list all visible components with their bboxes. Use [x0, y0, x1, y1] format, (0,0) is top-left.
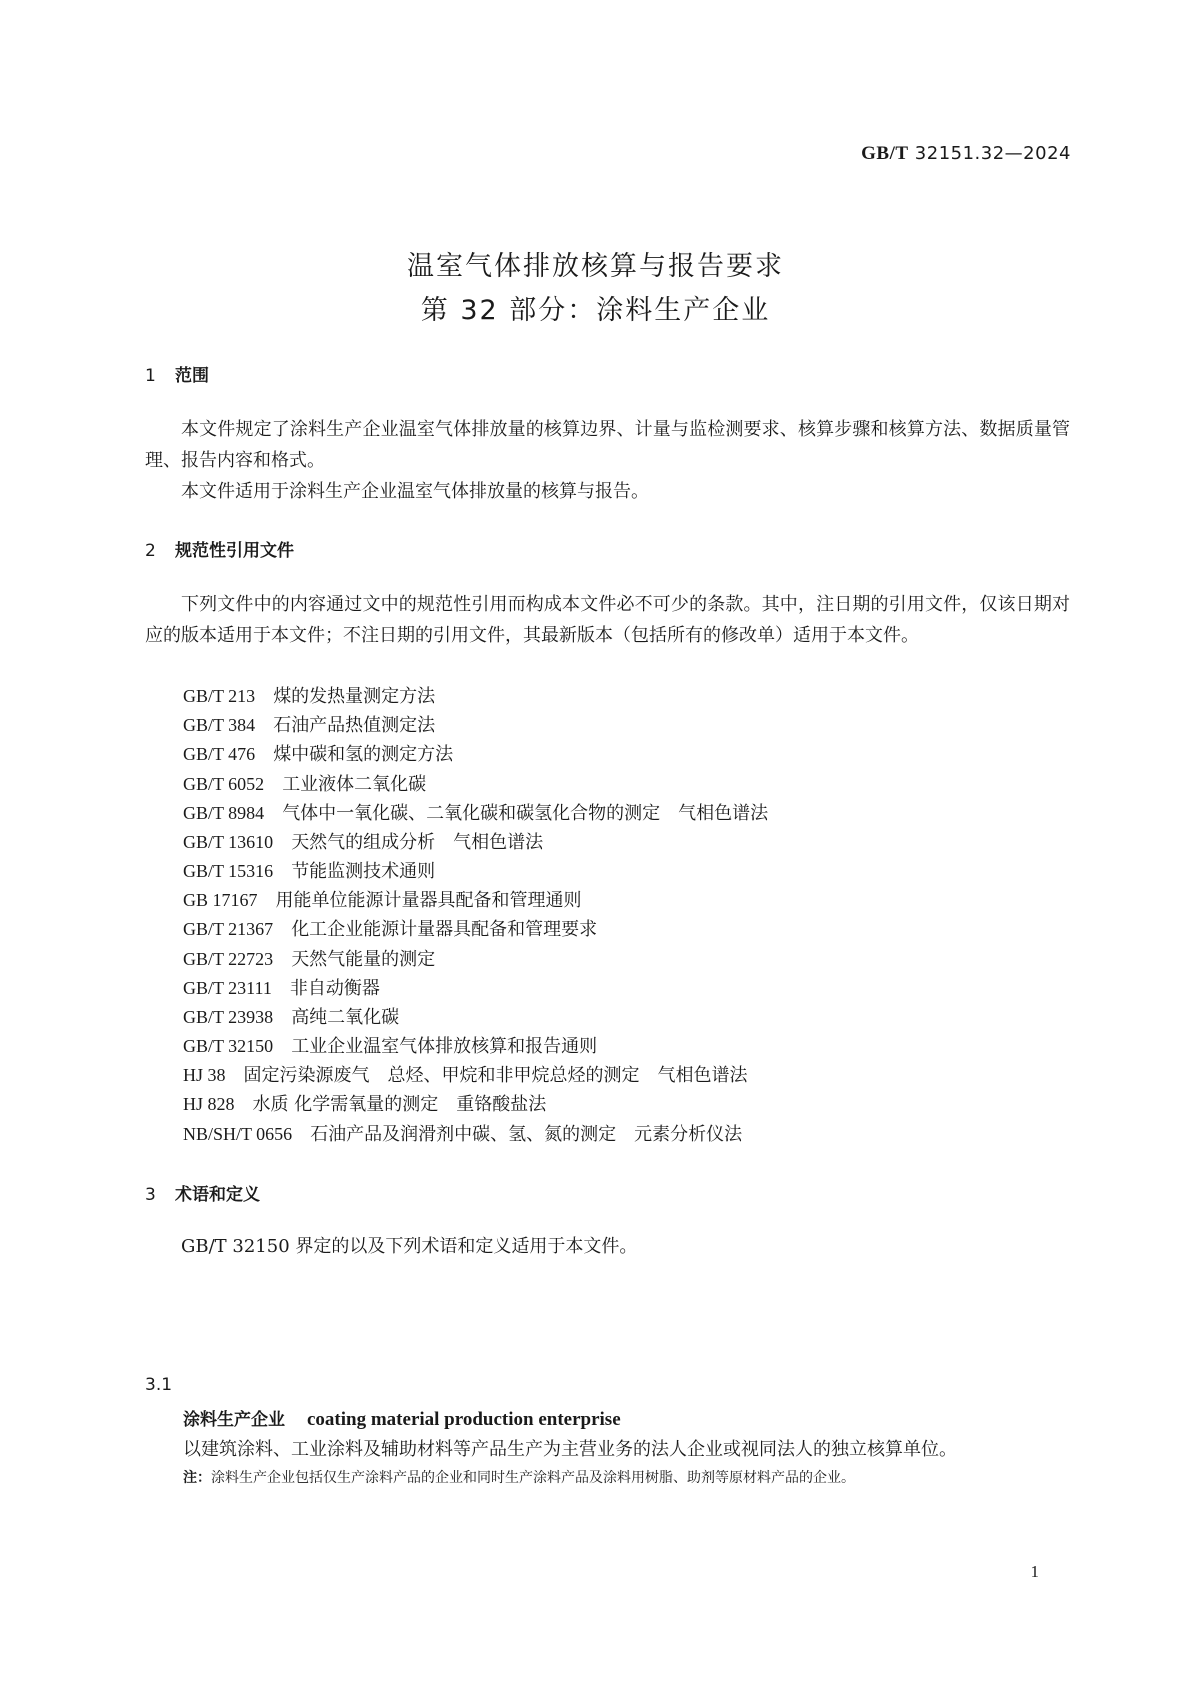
- reference-item: [183, 770, 426, 796]
- reference-code: GB/T 213: [183, 686, 256, 706]
- reference-title: 天然气的组成分析 气相色谱法: [291, 832, 544, 853]
- term-number: 3.1: [145, 1375, 173, 1395]
- reference-code: GB 17167: [183, 890, 258, 910]
- reference-item: [183, 945, 435, 971]
- section-number: 3: [145, 1185, 156, 1205]
- reference-title: 煤的发热量测定方法: [273, 686, 436, 707]
- normative-intro: 下列文件中的内容通过文中的规范性引用而构成本文件必不可少的条款。其中，注日期的引用文件，仅该日期对应的版本适用于本文件；不注日期的引用文件，其最新版本（包括所有的修改单）适用于本文件。: [145, 594, 1070, 646]
- reference-code: GB/T 15316: [183, 861, 274, 881]
- term-name: [183, 1405, 621, 1431]
- reference-title: 煤中碳和氢的测定方法: [273, 744, 454, 765]
- scope-paragraph-1: 本文件规定了涂料生产企业温室气体排放量的核算边界、计量与监检测要求、核算步骤和核算方法、数据质量管理、报告内容和格式。: [145, 419, 1070, 471]
- document-code-number: 32151.32—2024: [914, 143, 1071, 164]
- section-heading-normative: [145, 536, 294, 561]
- reference-title: 固定污染源废气 总烃、甲烷和非甲烷总烃的测定 气相色谱法: [243, 1065, 748, 1086]
- reference-code: GB/T 23111: [183, 978, 272, 998]
- reference-code: GB/T 476: [183, 744, 256, 764]
- terms-intro: GB/T 32150 界定的以及下列术语和定义适用于本文件。: [181, 1236, 638, 1257]
- reference-title: 天然气能量的测定: [291, 949, 436, 970]
- document-title-line1: 温室气体排放核算与报告要求: [407, 251, 784, 282]
- reference-item: [183, 1120, 742, 1146]
- reference-item: [183, 799, 768, 825]
- page-number: 1: [1030, 1562, 1039, 1581]
- reference-item: [183, 682, 435, 708]
- reference-code: GB/T 32150: [183, 1036, 274, 1056]
- section-heading-scope: [145, 361, 209, 386]
- reference-code: NB/SH/T 0656: [183, 1124, 293, 1144]
- reference-title: 非自动衡器: [289, 978, 380, 999]
- section-title: 规范性引用文件: [175, 541, 294, 561]
- note-text: 涂料生产企业包括仅生产涂料产品的企业和同时生产涂料产品及涂料用树脂、助剂等原材料产品的企业。: [211, 1470, 855, 1486]
- reference-code: GB/T 8984: [183, 803, 265, 823]
- section-heading-terms: [145, 1180, 260, 1205]
- section-number: 1: [145, 366, 156, 386]
- document-code-prefix: GB/T: [861, 143, 909, 164]
- reference-title: 化工企业能源计量器具配备和管理要求: [291, 919, 598, 940]
- reference-title: 用能单位能源计量器具配备和管理通则: [275, 890, 582, 911]
- reference-item: [183, 1003, 399, 1029]
- reference-item: [183, 828, 543, 854]
- reference-title: 石油产品热值测定法: [273, 715, 436, 736]
- reference-item: [183, 915, 597, 941]
- reference-title: 工业液体二氧化碳: [282, 774, 427, 795]
- reference-code: GB/T 6052: [183, 774, 265, 794]
- document-code: [861, 143, 1071, 165]
- section-number: 2: [145, 541, 156, 561]
- reference-item: [183, 711, 435, 737]
- section-title: 范围: [175, 366, 209, 386]
- reference-title: 工业企业温室气体排放核算和报告通则: [291, 1036, 598, 1057]
- term-name-zh: 涂料生产企业: [183, 1410, 285, 1430]
- reference-item: [183, 1061, 748, 1087]
- reference-item: [183, 1090, 546, 1116]
- reference-title: 石油产品及润滑剂中碳、氢、氮的测定 元素分析仪法: [310, 1124, 743, 1145]
- reference-code: GB/T 22723: [183, 949, 274, 969]
- reference-code: HJ 38: [183, 1065, 226, 1085]
- reference-item: [183, 740, 453, 766]
- reference-item: [183, 857, 435, 883]
- section-title: 术语和定义: [175, 1185, 260, 1205]
- reference-code: GB/T 384: [183, 715, 256, 735]
- reference-code: HJ 828: [183, 1094, 235, 1114]
- reference-item: [183, 974, 380, 1000]
- document-title-line2: 第 32 部分：涂料生产企业: [420, 295, 771, 326]
- reference-item: [183, 1032, 597, 1058]
- reference-code: GB/T 21367: [183, 919, 274, 939]
- reference-item: [183, 886, 582, 912]
- term-definition: 以建筑涂料、工业涂料及辅助材料等产品生产为主营业务的法人企业或视同法人的独立核算单位。: [183, 1439, 957, 1460]
- term-name-en: coating material production enterprise: [307, 1409, 621, 1430]
- reference-title: 气体中一氧化碳、二氧化碳和碳氢化合物的测定 气相色谱法: [282, 803, 769, 824]
- reference-title: 高纯二氧化碳: [291, 1007, 400, 1028]
- note-label: 注：: [183, 1470, 211, 1486]
- reference-code: GB/T 23938: [183, 1007, 274, 1027]
- scope-paragraph-2: 本文件适用于涂料生产企业温室气体排放量的核算与报告。: [181, 481, 649, 502]
- reference-title: 水质 化学需氧量的测定 重铬酸盐法: [252, 1094, 547, 1115]
- term-note: [183, 1467, 855, 1487]
- reference-title: 节能监测技术通则: [291, 861, 436, 882]
- reference-code: GB/T 13610: [183, 832, 274, 852]
